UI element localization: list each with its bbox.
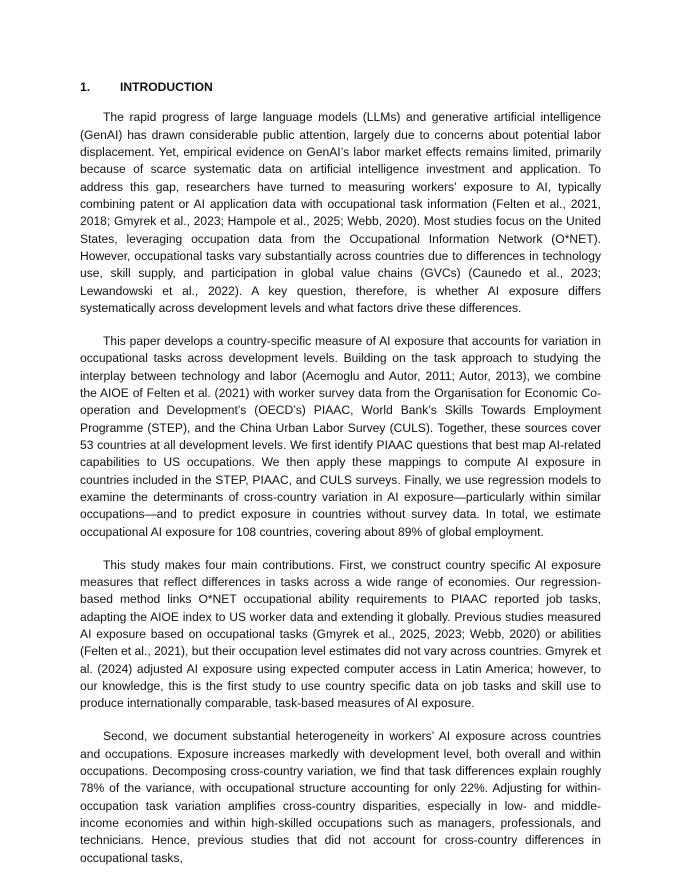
paragraph-1: The rapid progress of large language models (LLMs) and generative artificial intelligence (GenAI) has drawn considerable public attention, largely due to concerns about potential labor displacement. Yet, empirical evidence on GenAI’s labor market effects remains limited, primarily because of scarce systematic data on artificial intelligence investment and application. To address this gap, researchers have turned to measuring workers’ exposure to AI, typically combining patent or AI application data with occupational task information (Felten et al., 2021, 2018; Gmyrek et al., 2023; Hampole et al., 2025; Webb, 2020). Most studies focus on the United States, leveraging occupation data from the Occupational Information Network (O*NET). However, occupational tasks vary substantially across countries due to differences in technology use, skill supply, and participation in global value chains (GVCs) (Caunedo et al., 2023; Lewandowski et al., 2022). A key question, therefore, is whether AI exposure differs systematically across development levels and what factors drive these differences. bbox=[80, 110, 601, 316]
section-number: 1. bbox=[80, 80, 91, 94]
section-title: INTRODUCTION bbox=[120, 80, 213, 94]
page-body bbox=[80, 79, 601, 882]
section-heading bbox=[80, 79, 601, 96]
paragraph-4: Second, we document substantial heterogeneity in workers’ AI exposure across countries and occupations. Exposure increases markedly with development level, both overall and within occupations. Decomposing cross-country variation, we find that task differences explain roughly 78% of the variance, with occupational structure accounting for only 22%. Adjusting for within-occupation task variation amplifies cross-country disparities, especially in low- and middle-income economies and within high-skilled occupations such as managers, professionals, and technicians. Hence, previous studies that did not account for cross-country differences in occupational tasks, bbox=[80, 729, 601, 865]
paragraph-3: This study makes four main contributions. First, we construct country specific AI exposure measures that reflect differences in tasks across a wide range of economies. Our regression-based method links O*NET occupational ability requirements to PIAAC reported job tasks, adapting the AIOE index to US worker data and extending it globally. Previous studies measured AI exposure based on occupational tasks (Gmyrek et al., 2025, 2023; Webb, 2020) or abilities (Felten et al., 2021), but their occupation level estimates did not vary across countries. Gmyrek et al. (2024) adjusted AI exposure using expected computer access in Latin America; however, to our knowledge, this is the first study to use country specific data on job tasks and skill use to produce internationally comparable, task-based measures of AI exposure. bbox=[80, 557, 601, 711]
paragraph-2: This paper develops a country-specific measure of AI exposure that accounts for variation in occupational tasks across development levels. Building on the task approach to studying the interplay between technology and labor (Acemoglu and Autor, 2011; Autor, 2013), we combine the AIOE of Felten et al. (2021) with worker survey data from the Organisation for Economic Co-operation and Development’s (OECD’s) PIAAC, World Bank’s Skills Towards Employment Programme (STEP), and the China Urban Labor Survey (CULS). Together, these sources cover 53 countries at all development levels. We first identify PIAAC questions that best map AI-related capabilities to US occupations. We then apply these mappings to compute AI exposure in countries included in the STEP, PIAAC, and CULS surveys. Finally, we use regression models to examine the determinants of cross-country variation in AI exposure—particularly within similar occupations—and to predict exposure in countries without survey data. In total, we estimate occupational AI exposure for 108 countries, covering about 89% of global employment. bbox=[80, 333, 601, 539]
